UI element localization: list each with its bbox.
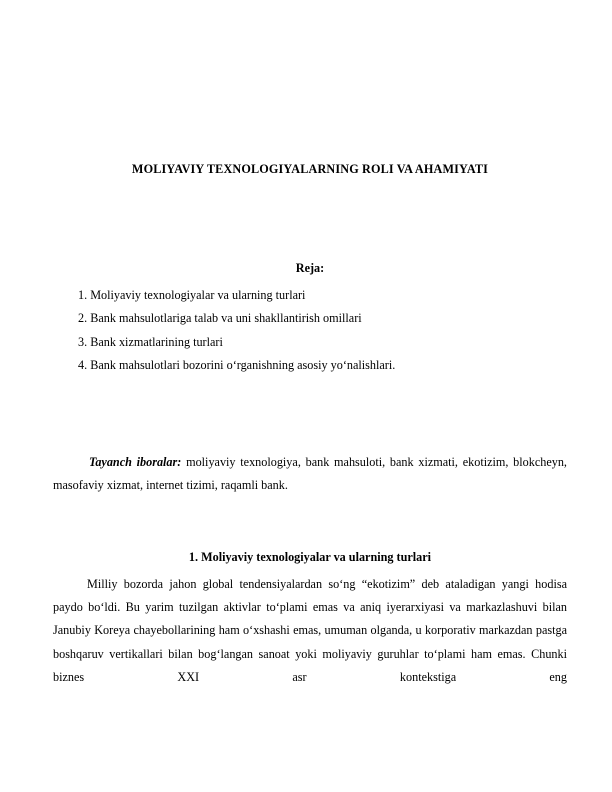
list-item: 3. Bank xizmatlarining turlari [78,334,223,349]
list-item: 2. Bank mahsulotlariga talab va uni shakllantirish omillari [78,311,362,326]
list-item: 4. Bank mahsulotlari bozorini o‘rganishning asosiy yo‘nalishlari. [78,357,396,372]
body-paragraph: Milliy bozorda jahon global tendensiyalardan so‘ng “ekotizim” deb ataladigan yangi hodisa paydo bo‘ldi. Bu yarim tuzilgan aktivlar to‘plami emas va aniq iyerarxiyasi va markazlashuvi bilan Janubiy Koreya chayebollarining ham o‘xshashi emas, umuman olganda, u korporativ markazdan pastga boshqaruv vertikallari bilan bog‘langan sanoat yoki moliyaviy guruhlar to‘plami ham emas. Chunki biznes XXI asr kontekstiga eng [53,577,567,684]
keywords-paragraph [53,451,567,497]
keywords-text: moliyaviy texnologiya, bank mahsuloti, bank xizmati, ekotizim, blokcheyn, masofaviy xizmat, internet tizimi, raqamli bank. [53,455,567,493]
outline-heading: Reja: [295,261,325,275]
section-heading: 1. Moliyaviy texnologiyalar va ularning turlari [188,550,432,564]
outline-list [53,284,567,377]
document-text-frame [53,0,567,792]
keywords-label: Tayanch iboralar: [89,455,182,469]
list-item: 1. Moliyaviy texnologiyalar va ularning turlari [78,288,306,302]
page-title: MOLIYAVIY TEXNOLOGIYALARNING ROLI VA AHAMIYATI [131,162,489,176]
